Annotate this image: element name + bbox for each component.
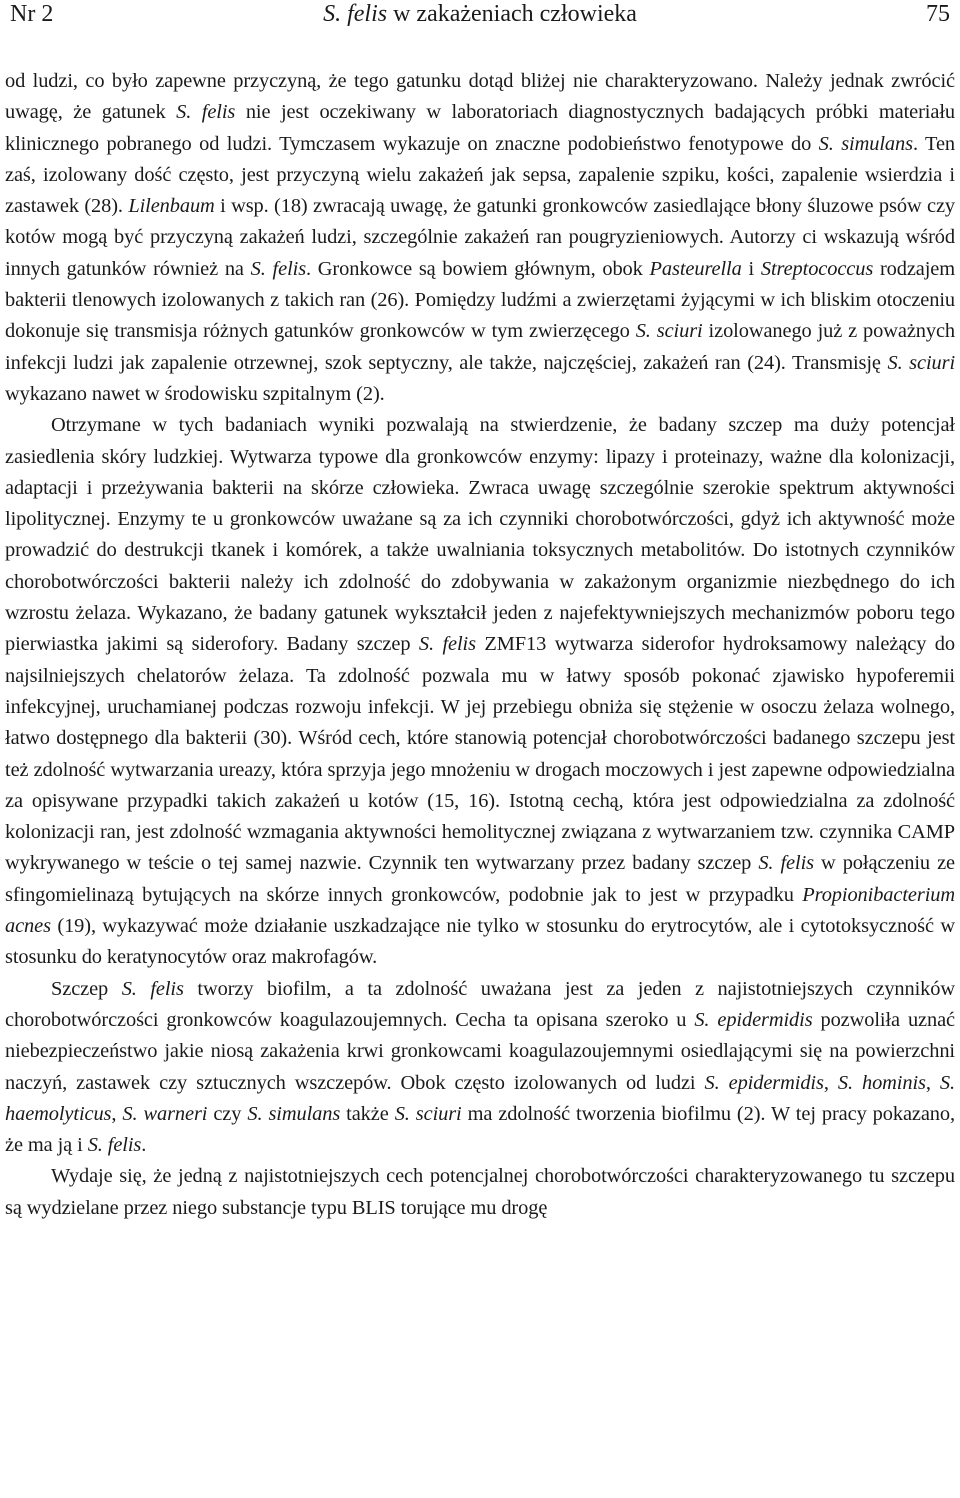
- text-run: Szczep: [51, 977, 122, 1000]
- text-run: także: [340, 1102, 395, 1125]
- article-body: [5, 66, 955, 1224]
- text-run: od ludzi, co było zapewne przyczyną, że tego gatunku dotąd bliżej nie charakteryzowano. Należy jednak zwrócić uwagę, że gatunek: [5, 70, 955, 124]
- text-run: ,: [823, 1071, 838, 1094]
- running-title-species: S. felis: [323, 1, 388, 27]
- italic-term: Propionibacterium acnes: [5, 883, 955, 938]
- italic-term: S. sciuri: [635, 320, 703, 343]
- text-run: wykazano nawet w środowisku szpitalnym (2).: [5, 382, 385, 405]
- paragraph: [5, 66, 955, 410]
- text-run: .: [141, 1134, 147, 1157]
- italic-term: S. hominis: [837, 1071, 926, 1094]
- italic-term: S. epidermidis: [704, 1071, 824, 1094]
- italic-term: Lilenbaum: [128, 195, 215, 218]
- text-run: Wydaje się, że jedną z najistotniejszych cech potencjalnej chorobotwórczości charakteryzowanego tu szczepu są wydzielane przez niego substancje typu BLIS torujące mu drogę: [5, 1165, 955, 1219]
- text-run: . Gronkowce są bowiem głównym, obok: [306, 257, 650, 280]
- running-title-rest: w zakażeniach człowieka: [387, 1, 637, 27]
- running-title: [5, 0, 955, 28]
- running-head: [5, 0, 955, 28]
- page-number: 75: [926, 1, 950, 27]
- italic-term: S. simulans: [247, 1102, 341, 1125]
- text-run: Otrzymane w tych badaniach wyniki pozwalają na stwierdzenie, że badany szczep ma duży potencjał zasiedlenia skóry ludzkiej. Wytwarza typowe dla gronkowców enzymy: lipazy i proteinazy, ważne dla kolonizacji, adaptacji i przeżywania bakterii na skórze człowieka. Zwraca uwagę szczególnie szerokie spektrum aktywności lipolitycznej. Enzymy te u gronkowców uważane są za ich czynniki chorobotwórczości, gdyż ich aktywność może prowadzić do destrukcji tkanek i komórek, a także uwalniania toksycznych metabolitów. Do istotnych czynników chorobotwórczości bakterii należy ich zdolność do zdobywania w zakażonym organizmie niezbędnego do ich wzrostu żelaza. Wykazano, że badany gatunek wykształcił jeden z najefektywniejszych mechanizmów poboru tego pierwiastka jakimi są siderofory. Badany szczep: [5, 414, 955, 656]
- paragraph: [5, 1161, 955, 1224]
- text-run: izolowanego już z poważnych infekcji ludzi jak zapalenie otrzewnej, szok septyczny, ale także, najczęściej, zakażeń ran (24). Transmisję: [5, 320, 956, 374]
- text-run: rodzajem bakterii tlenowych izolowanych z takich ran (26). Pomiędzy ludźmi a zwierzętami żyjącymi w ich bliskim otoczeniu dokonuje się transmisja różnych gatunków gronkowców w tym zwierzęcego: [5, 257, 956, 343]
- italic-term: S. felis: [418, 633, 476, 656]
- italic-term: Streptococcus: [760, 257, 874, 280]
- italic-term: S. felis: [758, 852, 814, 875]
- italic-term: S. felis: [250, 257, 307, 280]
- text-run: ma zdolność tworzenia biofilmu (2). W tej pracy pokazano, że ma ją i: [5, 1102, 955, 1157]
- text-run: ZMF13 wytwarza siderofor hydroksamowy należący do najsilniejszych chelatorów żelaza. Ta zdolność pozwala mu w łatwy sposób pokonać zjawisko hypoferemii infekcyjnej, uruchamianej podczas rozwoju infekcji. W jej przebiegu obniża się stężenie w osoczu żelaza wolnego, łatwo dostępnego dla bakterii (30). Wśród cech, które stanowią potencjał chorobotwórczości badanego szczepu jest też zdolność wytwarzania ureazy, która sprzyja jego mnożeniu w drogach moczowych i jest zapewne odpowiedzialna za opisywane przypadki takich zakażeń u kotów (15, 16). Istotną cechą, która jest odpowiedzialna za zdolność kolonizacji ran, jest zdolność wzmagania aktywności hemolitycznej związana z wytwarzaniem tzw. czynnika CAMP wykrywanego w teście o tej samej nazwie. Czynnik ten wytwarzany przez badany szczep: [5, 633, 955, 875]
- issue-number: Nr 2: [10, 1, 54, 27]
- paragraph: [5, 410, 955, 973]
- text-run: czy: [207, 1102, 248, 1125]
- italic-term: S. felis: [87, 1134, 142, 1157]
- text-run: tworzy biofilm, a ta zdolność uważana jest za jeden z najistotniejszych czynników chorobotwórczości gronkowców koagulazoujemnych. Cecha ta opisana szeroko u: [5, 977, 955, 1031]
- paragraph: [5, 974, 955, 1162]
- italic-term: S. haemolyticus: [5, 1071, 955, 1125]
- text-run: w połączeniu ze sfingomielinazą bytujących na skórze innych gronkowców, podobnie jak to jest w przypadku: [5, 852, 955, 906]
- italic-term: S. epidermidis: [694, 1008, 813, 1031]
- italic-term: S. felis: [176, 101, 236, 124]
- text-run: ,: [925, 1071, 940, 1094]
- text-run: pozwoliła uznać niebezpieczeństwo jakie niosą zakażenia krwi gronkowcami koagulazoujemnymi osiedlającymi się na powierzchni naczyń, zastawek czy sztucznych wszczepów. Obok często izolowanych od ludzi: [5, 1008, 955, 1094]
- italic-term: Pasteurella: [649, 257, 742, 280]
- text-run: . Ten zaś, izolowany dość często, jest przyczyną wielu zakażeń jak sepsa, zapalenie szpiku, kości, zapalenie wsierdzia i zastawek (28).: [5, 132, 956, 218]
- text-run: i: [741, 257, 761, 280]
- text-run: ,: [111, 1102, 123, 1125]
- text-run: nie jest oczekiwany w laboratoriach diagnostycznych badających próbki materiału klinicznego pobranego od ludzi. Tymczasem wykazuje on znaczne podobieństwo fenotypowe do: [5, 101, 955, 155]
- italic-term: S. warneri: [122, 1102, 208, 1125]
- italic-term: S. simulans: [818, 132, 913, 155]
- italic-term: S. sciuri: [394, 1102, 462, 1125]
- text-run: i wsp. (18) zwracają uwagę, że gatunki gronkowców zasiedlające błony śluzowe psów czy kotów mogą być przyczyną zakażeń ludzi, szczególnie zakażeń ran pougryzieniowych. Autorzy ci wskazują wśród innych gatunków również na: [5, 195, 955, 280]
- italic-term: S. sciuri: [887, 351, 956, 374]
- italic-term: S. felis: [121, 977, 184, 1000]
- text-run: (19), wykazywać może działanie uszkadzające nie tylko w stosunku do erytrocytów, ale i cytotoksyczność w stosunku do keratynocytów oraz makrofagów.: [5, 915, 955, 969]
